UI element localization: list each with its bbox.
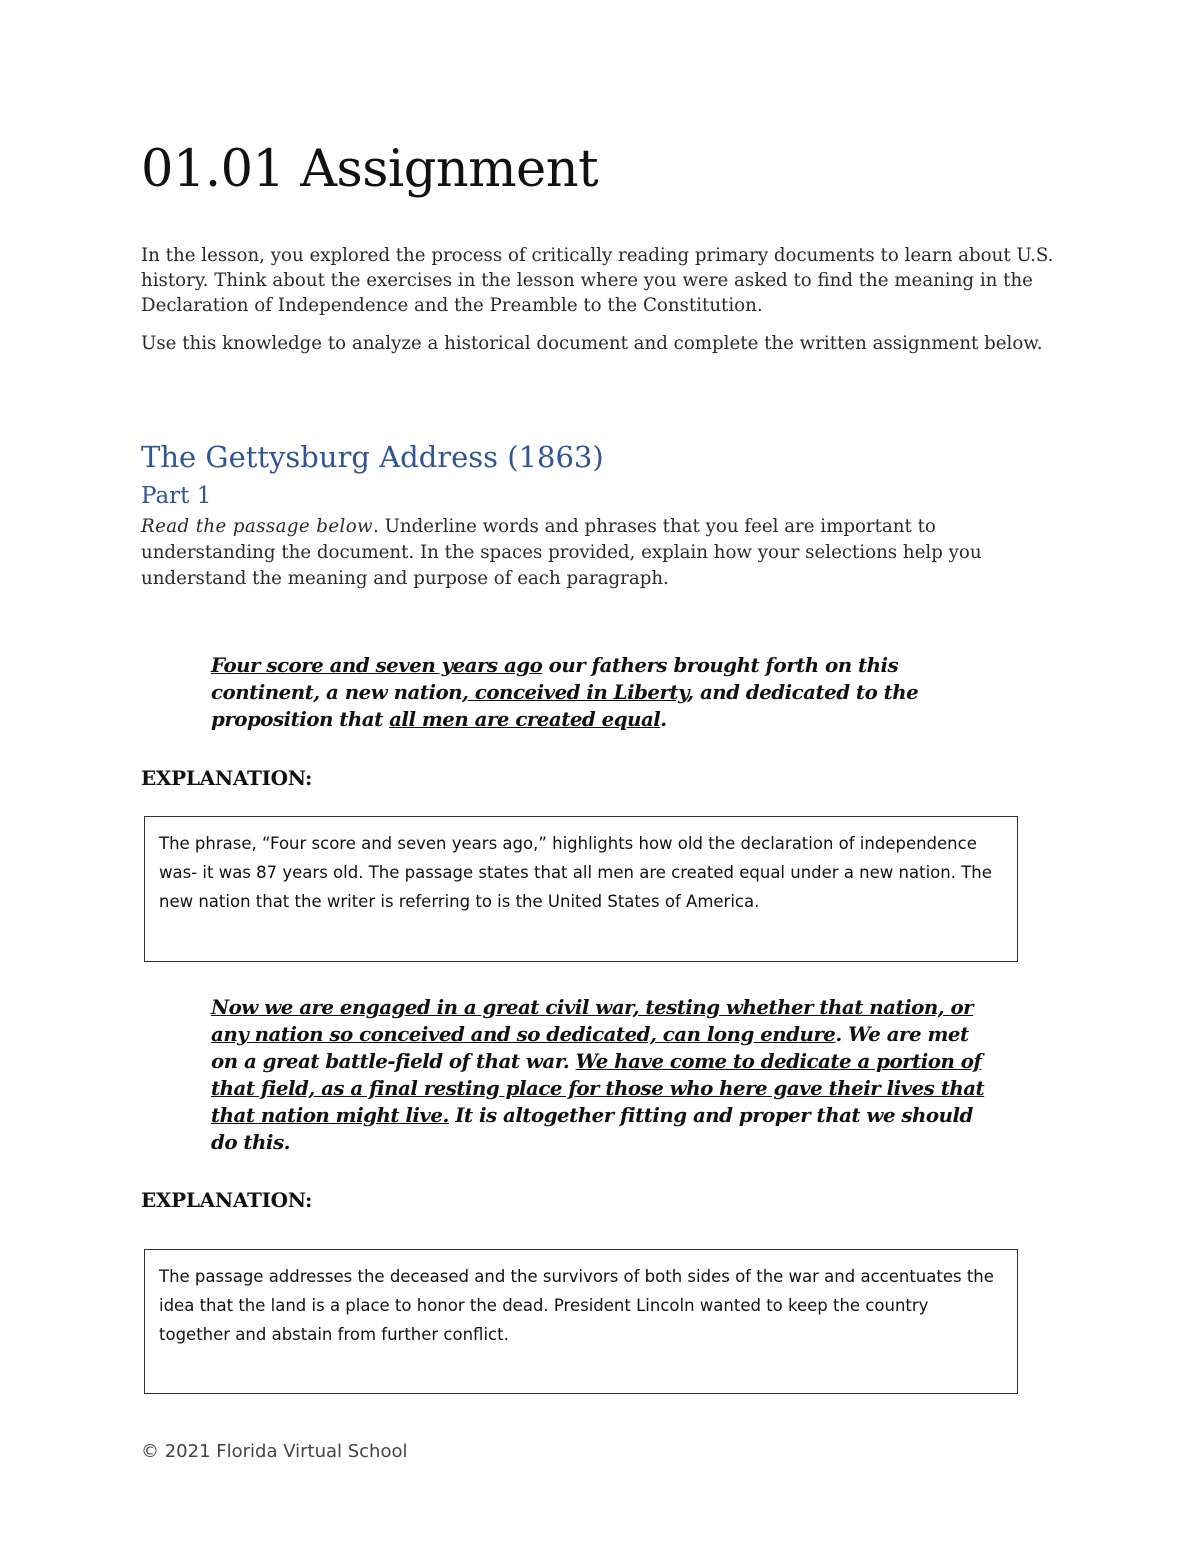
footer-copyright: © 2021 Florida Virtual School xyxy=(141,1441,408,1462)
instructions-italic: Read the passage below xyxy=(141,516,374,537)
passage-segment: Four score and seven years ago xyxy=(211,653,543,677)
passage-segment: . xyxy=(660,707,667,731)
explanation-box-2[interactable] xyxy=(144,1249,1018,1394)
explanation-box-1[interactable] xyxy=(144,816,1018,962)
passage-2 xyxy=(211,994,1001,1156)
explanation-text-2: The passage addresses the deceased and the survivors of both sides of the war and accentuates the idea that the land is a place to honor the dead. President Lincoln wanted to keep the country together and abstain from further conflict. xyxy=(159,1267,994,1344)
section-title: The Gettysburg Address (1863) xyxy=(141,440,604,474)
page-title: 01.01 Assignment xyxy=(141,140,599,199)
part-title: Part 1 xyxy=(141,483,212,509)
passage-segment: all men are created equal xyxy=(389,707,661,731)
passage-segment: We have come to dedicate a portion of that field, as a final resting place for those who here gave their lives that that nation might live. xyxy=(211,1049,985,1127)
passage-1 xyxy=(211,652,1001,733)
passage-segment: It is altogether fitting and proper that we should do this. xyxy=(211,1103,973,1154)
explanation-label-1: EXPLANATION: xyxy=(141,766,313,790)
intro-paragraph-2: Use this knowledge to analyze a historical document and complete the written assignment below. xyxy=(141,333,1043,354)
passage-segment: , conceived in Liberty xyxy=(462,680,688,704)
instructions xyxy=(141,514,1041,592)
intro-paragraph-1: In the lesson, you explored the process of critically reading primary documents to learn about U.S. history. Think about the exercises in the lesson where you were asked to find the meaning in the Declaration of Independence and the Preamble to the Constitution. xyxy=(141,245,1054,316)
passage-segment: Now we are engaged in a great civil war, testing whether that nation, or any nation so conceived and so dedicated, can long endure xyxy=(211,995,974,1046)
passage-segment: . We are met on a great battle-field of that war. xyxy=(211,1022,969,1073)
instructions-text: . Underline words and phrases that you feel are important to understanding the document. In the spaces provided, explain how your selections help you understand the meaning and purpose of each paragraph. xyxy=(141,516,982,589)
passage-segment: , and dedicated to the proposition that xyxy=(211,680,919,731)
passage-segment: our fathers brought forth on this continent, a new nation xyxy=(211,653,899,704)
explanation-label-2: EXPLANATION: xyxy=(141,1188,313,1212)
explanation-text-1: The phrase, “Four score and seven years ago,” highlights how old the declaration of independence was- it was 87 years old. The passage states that all men are created equal under a new nation. The new nation that the writer is referring to is the United States of America. xyxy=(159,834,992,911)
